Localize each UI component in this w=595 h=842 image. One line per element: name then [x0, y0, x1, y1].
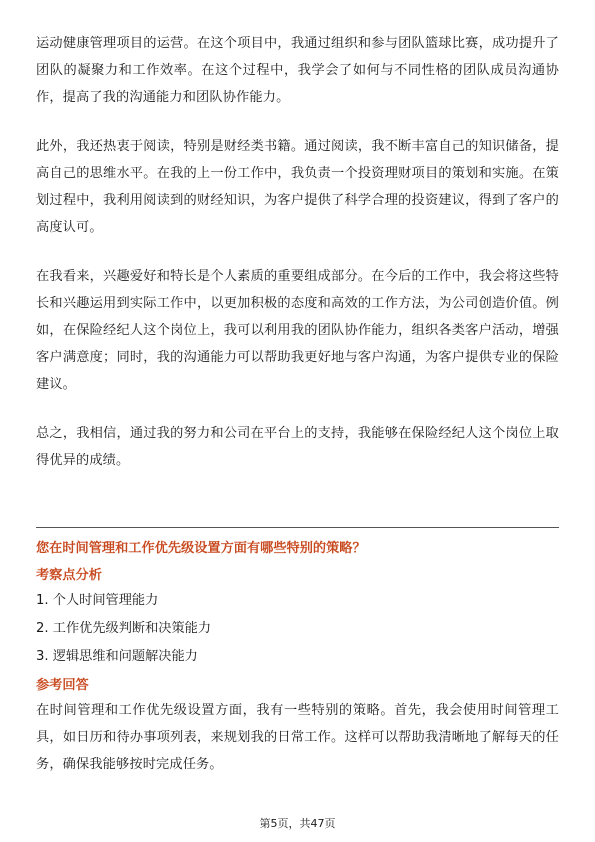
list-item: 1. 个人时间管理能力: [36, 593, 159, 608]
reference-answer: 在时间管理和工作优先级设置方面，我有一些特别的策略。首先，我会使用时间管理工具，如日历和待办事项列表，来规划我的日常工作。这样可以帮助我清晰地了解每天的任务，确保我能够按时完成任务。: [36, 703, 559, 772]
analysis-list: [36, 587, 559, 671]
paragraph-conclusion: 总之，我相信，通过我的努力和公司在平台上的支持，我能够在保险经纪人这个岗位上取得优异的成绩。: [36, 426, 559, 468]
paragraph-application: 在我看来，兴趣爱好和特长是个人素质的重要组成部分。在今后的工作中，我会将这些特长和兴趣运用到实际工作中，以更加积极的态度和高效的工作方法，为公司创造价值。例如，在保险经纪人这个岗位上，我可以利用我的团队协作能力，组织各类客户活动，增强客户满意度；同时，我的沟通能力可以帮助我更好地与客户沟通，为客户提供专业的保险建议。: [36, 269, 559, 392]
page-number: 第5页，共47页: [259, 817, 336, 830]
analysis-heading: 考察点分析: [36, 568, 102, 583]
answer-body: [36, 30, 559, 474]
section-divider: [36, 527, 559, 528]
question-section: [36, 537, 559, 778]
paragraph-reading: 此外，我还热衷于阅读，特别是财经类书籍。通过阅读，我不断丰富自己的知识储备，提高自己的思维水平。在我的上一份工作中，我负责一个投资理财项目的策划和实施。在策划过程中，我利用阅读到的财经知识，为客户提供了科学合理的投资建议，得到了客户的高度认可。: [36, 139, 559, 235]
paragraph-gap: [36, 241, 559, 263]
list-item: 3. 逻辑思维和问题解决能力: [36, 649, 198, 664]
paragraph-gap: [36, 111, 559, 133]
question-title: 您在时间管理和工作优先级设置方面有哪些特别的策略？: [36, 541, 366, 556]
paragraph-gap: [36, 398, 559, 420]
paragraph-team-sports: 运动健康管理项目的运营。在这个项目中，我通过组织和参与团队篮球比赛，成功提升了团队的凝聚力和工作效率。在这个过程中，我学会了如何与不同性格的团队成员沟通协作，提高了我的沟通能力和团队协作能力。: [36, 36, 559, 105]
list-item: 2. 工作优先级判断和决策能力: [36, 621, 212, 636]
reference-heading: 参考回答: [36, 678, 89, 693]
